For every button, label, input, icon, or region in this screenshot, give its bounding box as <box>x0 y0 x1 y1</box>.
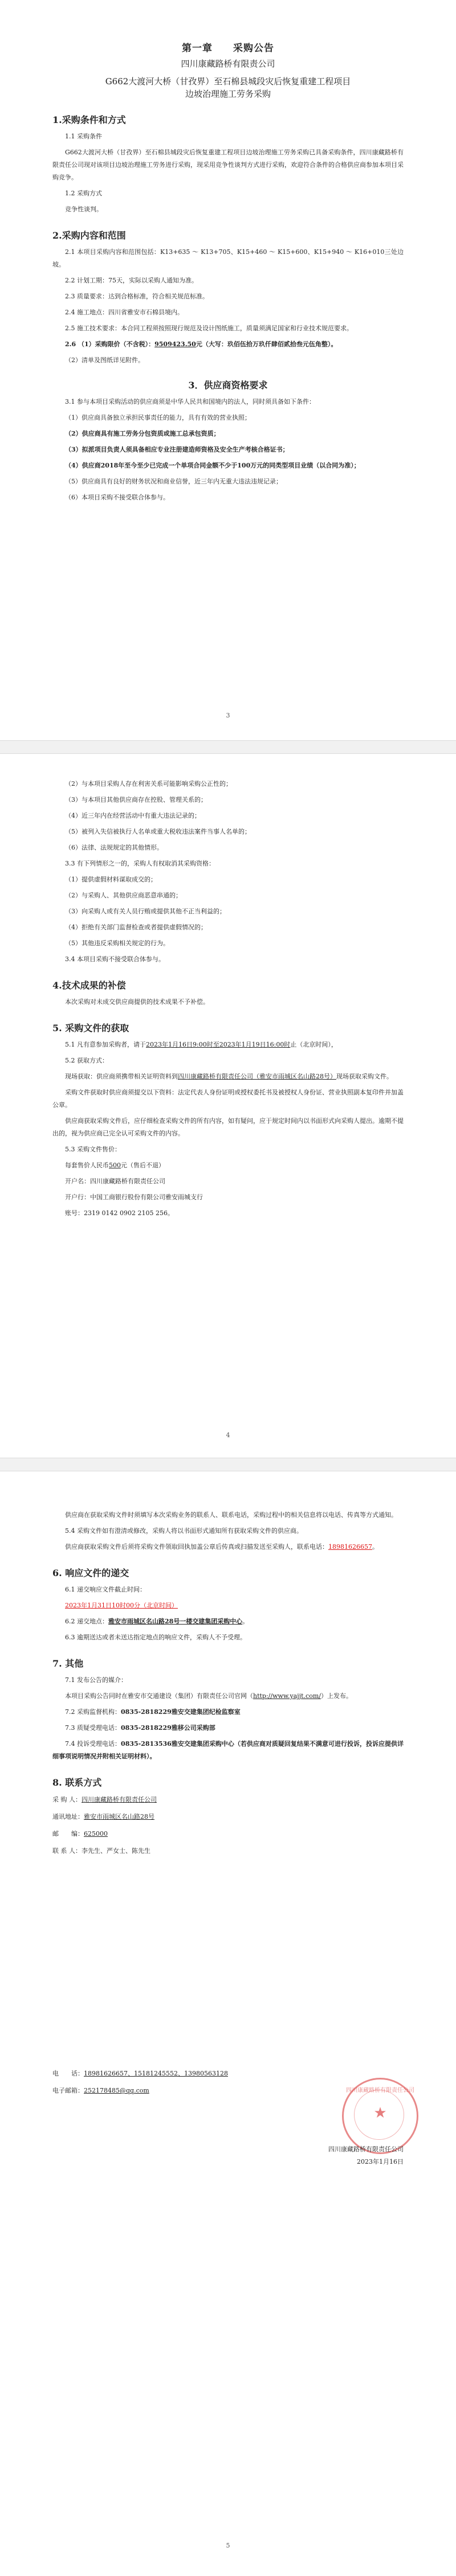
text-run: 本项目采购公告同时在雅安市交通建设（集团）有限责任公司官网（ <box>65 1692 253 1700</box>
supervision-contact: 0835-2818229雅安交建集团纪检监察室 <box>121 1708 241 1716</box>
paragraph: （5）其他违反采购相关规定的行为。 <box>65 940 169 947</box>
document-page-1 <box>0 0 456 740</box>
paragraph: （1）提供虚假材料谋取成交的； <box>65 876 157 883</box>
contact-row <box>52 1793 404 1807</box>
document-page-2 <box>0 754 456 1458</box>
company-name: 四川康藏路桥有限责公司 <box>181 59 275 69</box>
paragraph <box>52 1159 404 1172</box>
paragraph: 开户行：中国工商银行股份有限公司雅安雨城支行 <box>65 1193 203 1201</box>
text-run: 7.4 投诉受理电话： <box>65 1740 121 1748</box>
text-run: 。 <box>372 1543 378 1550</box>
text-run: ）上发布。 <box>320 1692 352 1700</box>
paragraph <box>52 1706 404 1718</box>
paragraph: （6）本项目采购不接受联合体参与。 <box>65 494 169 501</box>
paragraph: 3.4 本项目采购不接受联合体参与。 <box>65 955 165 963</box>
paragraph: （6）法律、法规规定的其他情形。 <box>65 844 163 851</box>
contact-label: 通讯地址： <box>52 1813 84 1820</box>
paragraph: 账号：2319 0142 0902 2105 256。 <box>65 1209 174 1217</box>
paragraph <box>52 1738 404 1763</box>
website-link[interactable]: http://www.yajjt.com/ <box>253 1692 321 1700</box>
section-heading: 4.技术成果的补偿 <box>52 980 126 991</box>
paragraph: 6.3 逾期送达或者未送达指定地点的响应文件，采购人不予受理。 <box>65 1634 246 1641</box>
paragraph: 2.1 本项目采购内容和范围包括：K13+635 ～ K13+705、K15+460 ～ K15+600、K15+940 ～ K16+010三处边坡。 <box>52 248 404 268</box>
paragraph: 竞争性谈判。 <box>65 206 103 213</box>
paragraph: 3.1 参与本项目采购活动的供应商须是中华人民共和国境内的法人，同时须具备如下条件： <box>65 398 315 405</box>
paragraph: （1）供应商具备独立承担民事责任的能力，具有有效的营业执照； <box>65 414 251 421</box>
paragraph: （2）与采购人、其他供应商恶意串通的； <box>65 892 182 899</box>
submit-address: 雅安市雨城区名山路28号一楼交建集团采购中心 <box>108 1618 243 1625</box>
contact-value: 雅安市雨城区名山路28号 <box>84 1813 154 1820</box>
paragraph <box>52 1722 404 1734</box>
price-paragraph <box>52 338 404 351</box>
paragraph: 采购文件获取时供应商须提交以下资料：法定代表人身份证明或授权委托书及被授权人身份证、营业执照副本复印件并加盖公章。 <box>52 1089 404 1109</box>
contact-label: 邮 编： <box>52 1830 84 1837</box>
contact-value: 四川康藏路桥有限责任公司 <box>82 1796 157 1803</box>
project-title-line2: 边坡治理施工劳务采购 <box>185 89 271 99</box>
complaint-contact: 0835-2813536雅安交建集团采购中心（若供应商对质疑回复结果不满意可进行投诉，投诉应提供详细事项说明情况并附相关证明材料）。 <box>52 1740 404 1760</box>
paragraph: 供应商获取采购文件后，应仔细检查采购文件的所有内容，如有疑问，应于规定时间内以书面形式向采购人提出。逾期不提出的，视为供应商已完全认可采购文件的内容。 <box>52 1117 404 1137</box>
text-run: 现场获取采购文件。 <box>336 1073 393 1080</box>
contact-row <box>52 2067 404 2081</box>
text-run: 每套售价人民币 <box>65 1162 109 1169</box>
company-seal <box>342 2078 418 2154</box>
signature-company: 四川康藏路桥有限责任公司 <box>328 2146 404 2153</box>
deadline-date: 2023年1月31日10时00分（北京时间） <box>65 1602 178 1609</box>
query-contact: 0835-2818229雅移公司采购部 <box>121 1724 215 1732</box>
paragraph <box>52 1615 404 1628</box>
paragraph: 2.2 计划工期：75天，实际以采购人通知为准。 <box>65 277 198 284</box>
page-number: 3 <box>226 712 230 719</box>
paragraph: （3）向采购人或有关人员行贿或提供其他不正当利益的； <box>65 908 226 915</box>
page-number: 4 <box>226 1431 230 1439</box>
paragraph: 2.5 施工技术要求：本合同工程须按照现行规范及设计图纸施工，质量须满足国家和行业技术规范要求。 <box>65 325 353 332</box>
section-heading: 3．供应商资格要求 <box>188 380 268 391</box>
paragraph: 供应商在获取采购文件时须填写本次采购业务的联系人、联系电话，采购过程中的相关信息将以电话、传真等方式通知。 <box>65 1511 397 1519</box>
document-page-3 <box>0 1471 456 2576</box>
section-heading: 1.采购条件和方式 <box>52 114 126 125</box>
paragraph: 5.3 采购文件售价： <box>65 1146 121 1153</box>
paragraph: （5）供应商具有良好的财务状况和商业信誉，近三年内无重大违法违规记录； <box>65 478 282 485</box>
paragraph: （3）与本项目其他供应商存在控股、管理关系的； <box>65 796 207 803</box>
project-title-line1: G662大渡河大桥（甘孜界）至石棉县城段灾后恢复重建工程项目 <box>105 76 351 87</box>
paragraph <box>52 1070 404 1083</box>
paragraph: （3）拟派项目负责人须具备相应专业注册建造师资格及安全生产考核合格证书； <box>65 446 289 453</box>
contact-value: 625000 <box>84 1830 108 1837</box>
paragraph: 本次采购对未成交供应商提供的技术成果不予补偿。 <box>65 998 209 1006</box>
paragraph: 2.4 施工地点：四川省雅安市石棉县境内。 <box>65 309 184 316</box>
price-words: 元（大写：玖佰伍拾万玖仟肆佰贰拾叁元伍角整）。 <box>196 341 337 348</box>
acquire-date: 2023年1月16日9:00时至2023年1月19日16:00时 <box>146 1041 291 1048</box>
price-label: 2.6 （1）采购限价（不含税）： <box>65 341 155 348</box>
paragraph: （4）拒绝有关部门监督检查或者提供虚假情况的； <box>65 924 207 931</box>
text-run: 7.2 采购监督机构： <box>65 1708 121 1716</box>
chapter-title: 第一章 采购公告 <box>182 43 274 54</box>
paragraph: 5.4 采购文件如有澄清或修改，采购人将以书面形式通知所有获取采购文件的供应商。 <box>65 1527 303 1535</box>
text-run: 供应商获取采购文件后须将采购文件领取回执加盖公章后传真或扫描发送至采购人，联系电话： <box>65 1543 328 1550</box>
seal-text: 四川康藏路桥有限责任公司 <box>346 2087 414 2094</box>
acquire-address: 四川康藏路桥有限责任公司（雅安市雨城区名山路28号） <box>178 1073 336 1080</box>
page-separator <box>0 1458 456 1471</box>
paragraph <box>52 1039 404 1051</box>
star-icon: ★ <box>373 2105 387 2122</box>
paragraph: （2）供应商具有施工劳务分包资质或施工总承包资质； <box>65 430 220 437</box>
paragraph: G662大渡河大桥（甘孜界）至石棉县城段灾后恢复重建工程项目边坡治理施工劳务采购已具备采购条件，四川康藏路桥有限责任公司现对该项目边坡治理施工劳务进行采购，现采用竞争性谈判方式进行采购，欢迎符合条件的合格供应商参加本项目采购竞争。 <box>52 149 404 181</box>
contact-label: 联 系 人： <box>52 1847 82 1855</box>
paragraph: （2）清单及图纸详见附件。 <box>65 356 144 364</box>
contact-value: 18981626657、15181245552、13980563128 <box>84 2070 228 2077</box>
section-heading: 7. 其他 <box>52 1658 84 1669</box>
contact-label: 电 话： <box>52 2070 84 2077</box>
text-run: 5.1 凡有意参加采购者，请于 <box>65 1041 146 1048</box>
text-run: 止（北京时间）， <box>290 1041 337 1048</box>
paragraph: 3.3 有下列情形之一的，采购人有权取消其采购资格： <box>65 860 215 867</box>
contact-row <box>52 1810 404 1824</box>
text-run: 7.3 质疑受理电话： <box>65 1724 121 1732</box>
paragraph: 1.1 采购条件 <box>65 133 102 140</box>
paragraph: 开户名：四川康藏路桥有限责任公司 <box>65 1178 165 1185</box>
paragraph: （4）近三年内在经营活动中有重大违法记录的； <box>65 812 201 819</box>
paragraph <box>52 1690 404 1703</box>
document-price: 500 <box>109 1162 121 1169</box>
section-heading: 6. 响应文件的递交 <box>52 1568 129 1578</box>
paragraph: （2）与本项目采购人存在利害关系可能影响采购公正性的； <box>65 780 232 787</box>
text-run: 元（售后不退） <box>121 1162 165 1169</box>
paragraph: 2.3 质量要求：达到合格标准，符合相关规范标准。 <box>65 293 209 300</box>
paragraph: 5.2 获取方式： <box>65 1057 108 1064</box>
contact-label: 采 购 人： <box>52 1796 82 1803</box>
paragraph <box>52 1541 404 1553</box>
phone-number: 18981626657 <box>328 1543 372 1550</box>
paragraph <box>52 1599 404 1612</box>
section-heading: 5. 采购文件的获取 <box>52 1023 129 1033</box>
text-run: 。 <box>242 1618 249 1625</box>
paragraph: （5）被列入失信被执行人名单或重大税收违法案件当事人名单的； <box>65 828 251 835</box>
email-link[interactable]: 252178485@qq.com <box>84 2087 149 2094</box>
contact-label: 电子邮箱： <box>52 2087 84 2094</box>
paragraph: 7.1 发布公告的媒介： <box>65 1676 127 1684</box>
page-number: 5 <box>226 2542 230 2549</box>
paragraph: 6.1 递交响应文件截止时间： <box>65 1586 146 1593</box>
text-run: 现场获取：供应商须携带相关证明资料到 <box>65 1073 178 1080</box>
page-separator <box>0 740 456 754</box>
price-amount: 9509423.50 <box>154 341 196 348</box>
contact-row <box>52 1844 404 1858</box>
signature-date: 2023年1月16日 <box>357 2158 404 2165</box>
section-heading: 8. 联系方式 <box>52 1777 102 1788</box>
section-heading: 2.采购内容和范围 <box>52 230 126 241</box>
contact-value: 李先生、严女士、陈先生 <box>82 1847 150 1855</box>
paragraph: （4）供应商2018年至今至少已完成一个单项合同金额不少于100万元的同类型项目业绩（以合同为准）； <box>65 462 360 469</box>
text-run: 6.2 递交地点： <box>65 1618 108 1625</box>
contact-row <box>52 1827 404 1841</box>
paragraph: 1.2 采购方式 <box>65 190 102 197</box>
